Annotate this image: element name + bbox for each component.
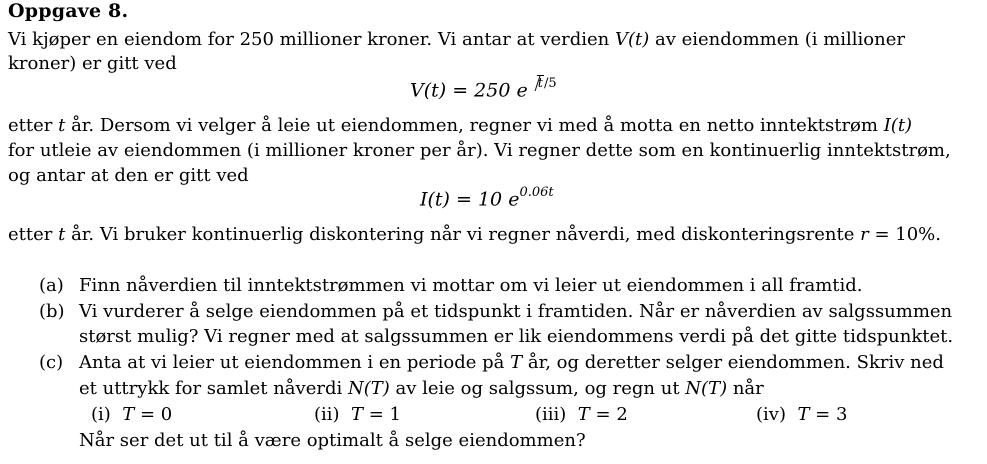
intro-text: Vi kjøper en eiendom for 250 millioner kroner. Vi antar at verdien [8,29,615,50]
item-b-line-1: Vi vurderer å selge eiendommen på et tidspunkt i framtiden. Når er nåverdien av salgssummen [79,301,953,322]
para-text: år. Dersom vi velger å leie ut eiendommen, regner vi med å motta en netto inntektstrøm [65,115,884,136]
symbol-t: t [58,115,66,136]
item-c-label: (c) [39,352,64,373]
symbol-v-of-t: V(t) [614,29,650,50]
item-c-line-1 [79,352,944,373]
equation-lhs: I(t) = 10 [420,188,503,211]
item-c-question: Når ser det ut til å være optimalt å selge eiendommen? [79,430,586,451]
symbol-r: r [860,224,869,245]
case-value: = 0 [134,404,173,425]
para-text: etter [8,115,59,136]
case-label: (iii) [535,404,567,425]
symbol-T: T [797,404,810,425]
para-text: etter [8,224,59,245]
item-a-label: (a) [39,275,64,296]
case-value: = 3 [809,404,848,425]
symbol-T: T [351,404,364,425]
equation-income-stream [420,187,554,210]
item-text: år, og deretter selger eiendommen. Skriv ned [522,352,944,373]
para-text: år. Vi bruker kontinuerlig diskontering når vi regner nåverdi, med diskonteringsrente [65,224,861,245]
symbol-T: T [577,404,590,425]
problem-title: Oppgave 8. [8,0,129,22]
symbol-T: T [122,404,135,425]
case-label: (i) [91,404,111,425]
symbol-n-of-T: N(T) [347,378,390,399]
equation-lhs: V(t) = 250 [410,79,511,102]
intro-text: av eiendommen (i millioner [649,29,905,50]
case-label: (ii) [314,404,340,425]
symbol-i-of-t: I(t) [883,115,913,136]
item-text: når [727,378,764,399]
equation-base-e: e [508,188,520,211]
case-i [91,404,172,425]
case-iv [756,404,847,425]
para2-line-1 [8,115,912,137]
equation-value-function [410,78,557,101]
symbol-T: T [510,352,523,373]
case-label: (iv) [756,404,786,425]
case-iii [535,404,628,425]
para2-line-2: for utleie av eiendommen (i millioner kroner per år). Vi regner dette som en kontinuerlig inntektstrøm, [8,140,951,161]
symbol-n-of-T: N(T) [685,378,728,399]
para3-line [8,224,941,246]
equation-base-e: e [516,79,528,102]
item-c-line-2 [79,378,764,399]
case-value: = 1 [363,404,402,425]
intro-line-1 [8,29,905,51]
item-text: av leie og salgssum, og regn ut [389,378,686,399]
sqrt-radicand: t [537,76,543,91]
item-a-text: Finn nåverdien til inntektstrømmen vi mottar om vi leier ut eiendommen i all framtid. [79,275,863,296]
case-value: = 2 [589,404,628,425]
equation-exponent [528,76,557,91]
exponent-tail: /5 [543,76,557,91]
case-ii [314,404,401,425]
sqrt-symbol [528,76,544,91]
equation-exponent: 0.06t [519,185,554,200]
item-text: Anta at vi leier ut eiendommen i en periode på [79,352,511,373]
intro-line-2: kroner) er gitt ved [8,53,177,74]
item-text: et uttrykk for samlet nåverdi [79,378,348,399]
para2-line-3: og antar at den er gitt ved [8,165,249,186]
symbol-t: t [58,224,66,245]
item-b-label: (b) [39,301,65,322]
para-text: = 10%. [868,224,941,245]
item-b-line-2: størst mulig? Vi regner med at salgssummen er lik eiendommens verdi på det gitte tidspunktet. [79,326,954,347]
